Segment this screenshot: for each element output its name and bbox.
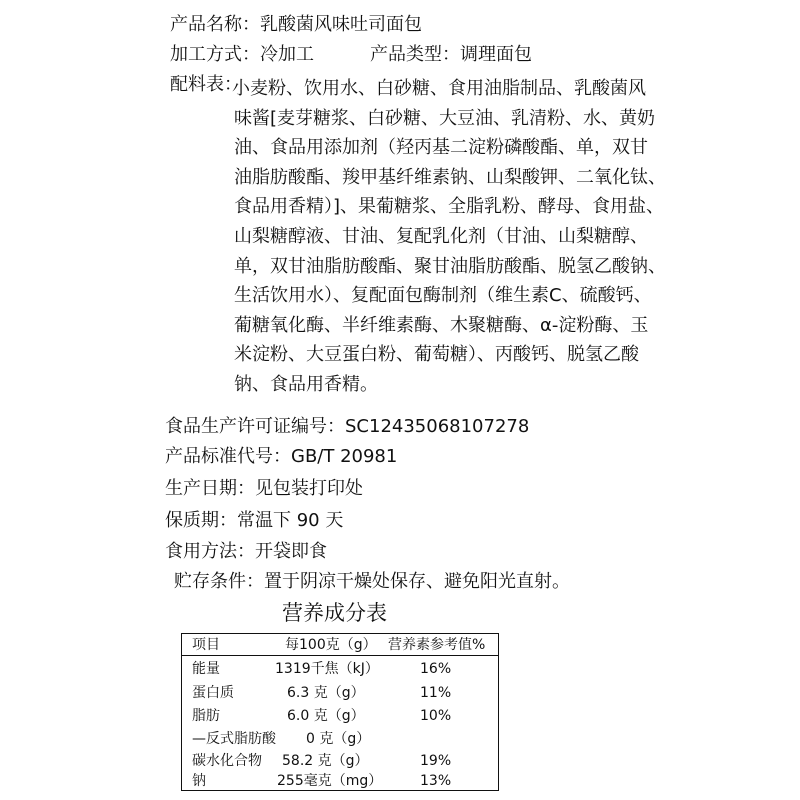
ingredients-line: 味酱[麦芽糖浆、白砂糖、大豆油、乳清粉、水、黄奶: [234, 107, 656, 129]
nutrition-title: 营养成分表: [282, 601, 387, 625]
ingredients-line: 小麦粉、饮用水、白砂糖、食用油脂制品、乳酸菌风: [232, 78, 646, 99]
table-row-nrv: 13%: [420, 773, 452, 789]
table-row-value: 255毫克（mg）: [277, 773, 383, 789]
table-row-value: 1319千焦（kJ）: [275, 661, 379, 677]
table-row-nrv: 11%: [420, 685, 452, 701]
standard-code: 产品标准代号：GB/T 20981: [165, 446, 398, 467]
table-row-item: 脂肪: [192, 708, 220, 724]
product-type: 产品类型：调理面包: [370, 44, 532, 65]
ingredients-line: 葡糖氧化酶、半纤维素酶、木聚糖酶、α-淀粉酶、玉: [234, 314, 649, 336]
table-row-value: 6.3 克（g）: [287, 685, 365, 701]
ingredients-line: 生活饮用水）、复配面包酶制剂（维生素C、硫酸钙、: [234, 285, 652, 307]
ingredients-line: 米淀粉、大豆蛋白粉、葡萄糖）、丙酸钙、脱氢乙酸: [234, 344, 639, 366]
table-divider: [182, 655, 498, 656]
shelf-life: 保质期：常温下 90 天: [165, 510, 344, 531]
table-row-value: 0 克（g）: [306, 731, 371, 747]
table-row-item: 能量: [192, 661, 220, 677]
storage-conditions: 贮存条件：置于阴凉干燥处保存、避免阳光直射。: [174, 571, 570, 592]
table-row-item: 碳水化合物: [192, 753, 262, 769]
table-row-item: 蛋白质: [192, 685, 234, 701]
ingredients-line: 钠、食品用香精。: [234, 374, 378, 395]
ingredients-line: 山梨糖醇液、甘油、复配乳化剂（甘油、山梨糖醇、: [234, 226, 648, 247]
production-date: 生产日期：见包装打印处: [165, 478, 363, 499]
ingredients-label: 配料表：: [170, 74, 242, 95]
usage-method: 食用方法：开袋即食: [165, 541, 327, 562]
ingredients-line: 食品用香精）]、果葡糖浆、全脂乳粉、酵母、食用盐、: [234, 196, 665, 218]
processing-method: 加工方式：冷加工: [170, 44, 314, 65]
header-item: 项目: [192, 637, 220, 653]
table-row-item: —反式脂肪酸: [192, 731, 276, 747]
table-row-item: 钠: [192, 773, 206, 789]
ingredients-line: 单，双甘油脂肪酸酯、聚甘油脂肪酸酯、脱氢乙酸钠、: [234, 255, 666, 277]
ingredients-line: 油、食品用添加剂（羟丙基二淀粉磷酸酯、单，双甘: [234, 137, 648, 159]
table-row-value: 6.0 克（g）: [287, 708, 365, 724]
header-per100: 每100克（g）: [285, 637, 377, 653]
nutrition-table: [181, 633, 499, 791]
table-row-nrv: 19%: [420, 753, 452, 769]
table-row-nrv: 16%: [420, 661, 452, 677]
product-name: 产品名称：乳酸菌风味吐司面包: [170, 14, 422, 35]
header-nrv: 营养素参考值%: [388, 637, 486, 653]
ingredients-line: 油脂肪酸酯、羧甲基纤维素钠、山梨酸钾、二氧化钛、: [234, 166, 666, 188]
table-row-nrv: 10%: [420, 708, 452, 724]
license-number: 食品生产许可证编号：SC12435068107278: [165, 416, 530, 437]
table-row-value: 58.2 克（g）: [282, 753, 369, 769]
